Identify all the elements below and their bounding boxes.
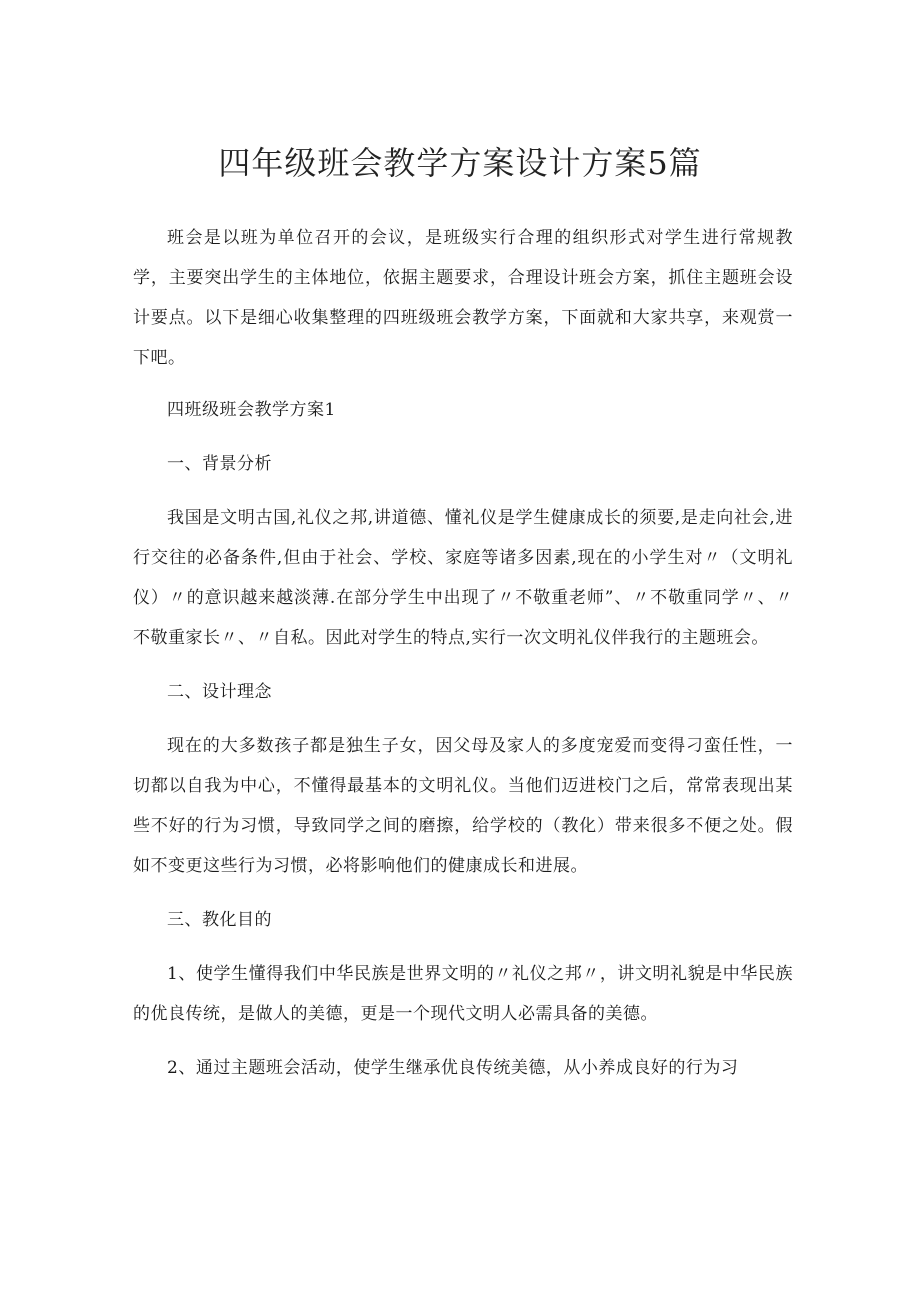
document-title: 四年级班会教学方案设计方案5篇 (218, 144, 702, 182)
goal2-paragraph: 2、通过主题班会活动，使学生继承优良传统美德，从小养成良好的行为习 (167, 1058, 739, 1078)
part1-paragraph: 我国是文明古国,礼仪之邦,讲道德、懂礼仪是学生健康成长的须要,是走向社会,进行交往的必备条件,但由于社会、学校、家庭等诸多因素,现在的小学生对〃（文明礼仪）〃的意识越来越淡薄.在部分学生中出现了〃不敬重老师”、〃不敬重同学〃、〃不敬重家长〃、〃自私。因此对学生的特点,实行一次文明礼仪伴我行的主题班会。 (133, 508, 793, 648)
document-body (133, 218, 793, 1088)
intro-paragraph: 班会是以班为单位召开的会议，是班级实行合理的组织形式对学生进行常规教学，主要突出学生的主体地位，依据主题要求，合理设计班会方案，抓住主题班会设计要点。以下是细心收集整理的四班级班会教学方案，下面就和大家共享，来观赏一下吧。 (133, 228, 793, 368)
part3-heading: 三、教化目的 (167, 910, 272, 930)
part2-paragraph: 现在的大多数孩子都是独生子女，因父母及家人的多度宠爱而变得刁蛮任性，一切都以自我为中心，不懂得最基本的文明礼仪。当他们迈进校门之后，常常表现出某些不好的行为习惯，导致同学之间的磨擦，给学校的（教化）带来很多不便之处。假如不变更这些行为习惯，必将影响他们的健康成长和进展。 (133, 736, 793, 876)
section-title: 四班级班会教学方案1 (167, 400, 336, 420)
goal1-paragraph: 1、使学生懂得我们中华民族是世界文明的〃礼仪之邦〃，讲文明礼貌是中华民族的优良传统，是做人的美德，更是一个现代文明人必需具备的美德。 (133, 964, 793, 1024)
part1-heading: 一、背景分析 (167, 454, 272, 474)
part2-heading: 二、设计理念 (167, 682, 272, 702)
